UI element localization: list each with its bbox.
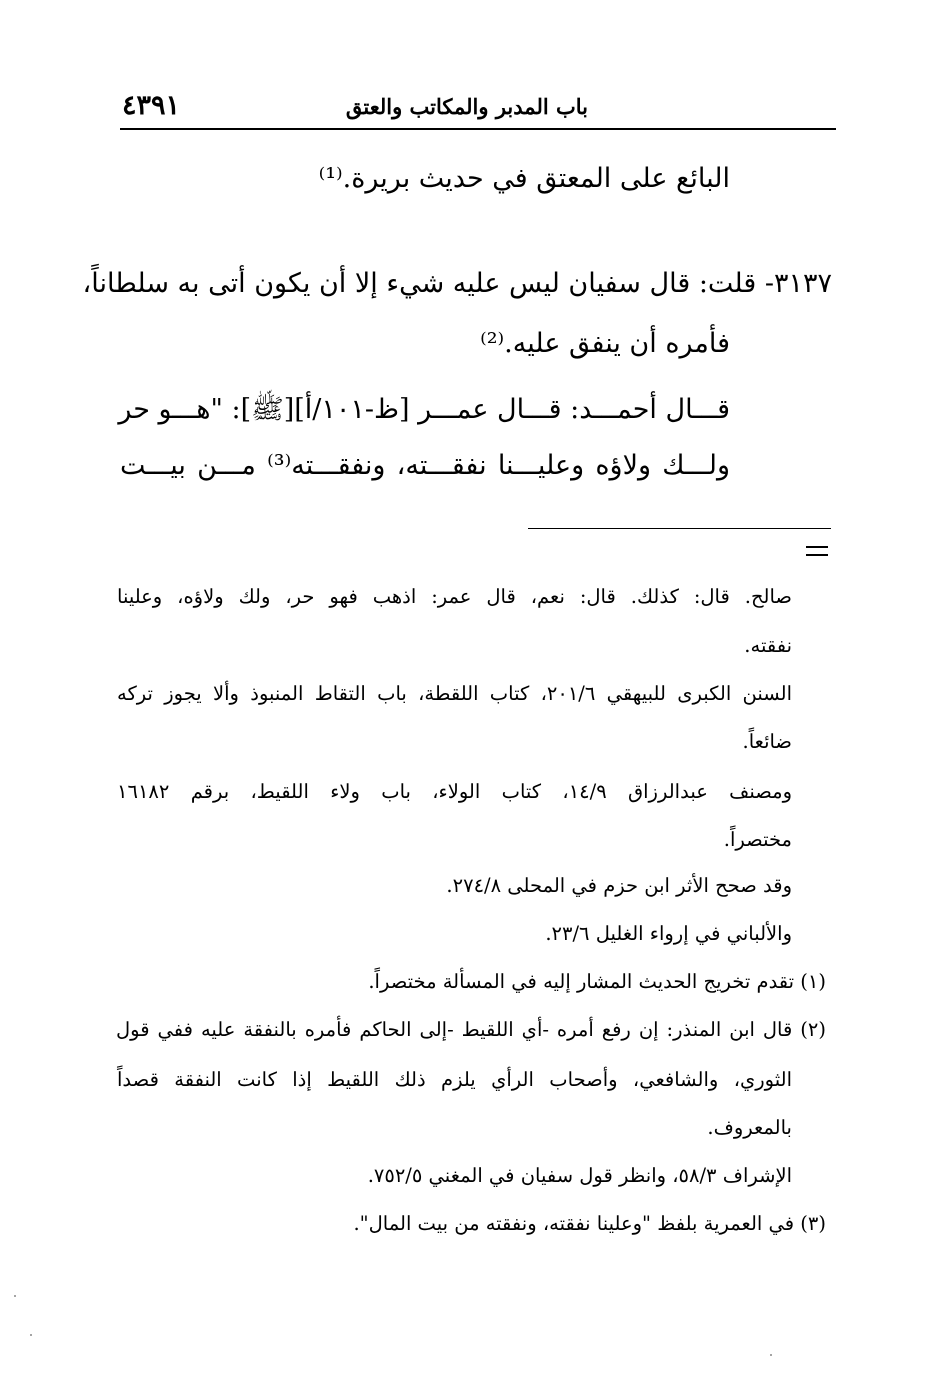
scan-speck: [770, 1354, 772, 1356]
footnote-line: (٣) في العمرية بلفظ "وعلينا نفقته، ونفقته من بيت المال".: [353, 1212, 826, 1235]
main-text-line: ٣١٣٧- قلت: قال سفيان ليس عليه شيء إلا أن يكون أتى به سلطاناً،: [82, 268, 832, 299]
main-text-line: قـــال أحمـــد: قـــال عمـــر [ظ-١٠١/أ][ﷺ]: "هـــو حر: [118, 394, 730, 425]
footnote-line: السنن الكبرى للبيهقي ٢٠١/٦، كتاب اللقطة، باب التقاط المنبوذ وألا يجوز تركه: [117, 682, 793, 705]
chapter-title: باب المدبر والمكاتب والعتق: [345, 94, 588, 119]
footnote-line: ضائعاً.: [742, 730, 792, 753]
scan-speck: [14, 1295, 16, 1297]
footnote-line: الإشراف ٥٨/٣، وانظر قول سفيان في المغني ٧٥٢/٥.: [367, 1164, 792, 1187]
footnote-line: (١) تقدم تخريج الحديث المشار إليه في المسألة مختصراً.: [368, 970, 826, 993]
footnote-line: مختصراً.: [723, 828, 792, 851]
main-text-line: فأمره أن ينفق عليه.⁽²⁾: [480, 328, 730, 359]
footnote-line: وقد صحح الأثر ابن حزم في المحلى ٢٧٤/٨.: [446, 874, 792, 897]
footnote-separator: [528, 528, 831, 529]
footnote-line: الثوري، والشافعي، وأصحاب الرأي يلزم ذلك اللقيط إذا كانت النفقة قصداً: [117, 1068, 792, 1091]
footnote-line: صالح. قال: كذلك. قال: نعم، قال عمر: اذهب فهو حر، ولك ولاؤه، وعلينا: [117, 585, 792, 608]
footnote-line: نفقته.: [744, 634, 792, 657]
scan-speck: [30, 1334, 32, 1336]
footnote-line: ومصنف عبدالرزاق ١٤/٩، كتاب الولاء، باب ولاء اللقيط، برقم ١٦١٨٢: [117, 780, 793, 803]
page-number: ٤٣٩١: [122, 90, 181, 121]
continuation-mark: [806, 546, 830, 558]
page-header: [120, 84, 836, 130]
footnote-line: بالمعروف.: [707, 1116, 792, 1139]
main-text-line: البائع على المعتق في حديث بريرة.⁽¹⁾: [318, 163, 730, 194]
footnote-line: والألباني في إرواء الغليل ٢٣/٦.: [545, 922, 792, 945]
main-text-line: ولـــك ولاؤه وعليـــنا نفقـــته، ونفقـــته⁽³⁾ مـــن بيـــت: [120, 450, 731, 481]
footnote-line: (٢) قال ابن المنذر: إن رفع أمره -أي اللقيط -إلى الحاكم فأمره بالنفقة عليه ففي قول: [116, 1018, 826, 1041]
